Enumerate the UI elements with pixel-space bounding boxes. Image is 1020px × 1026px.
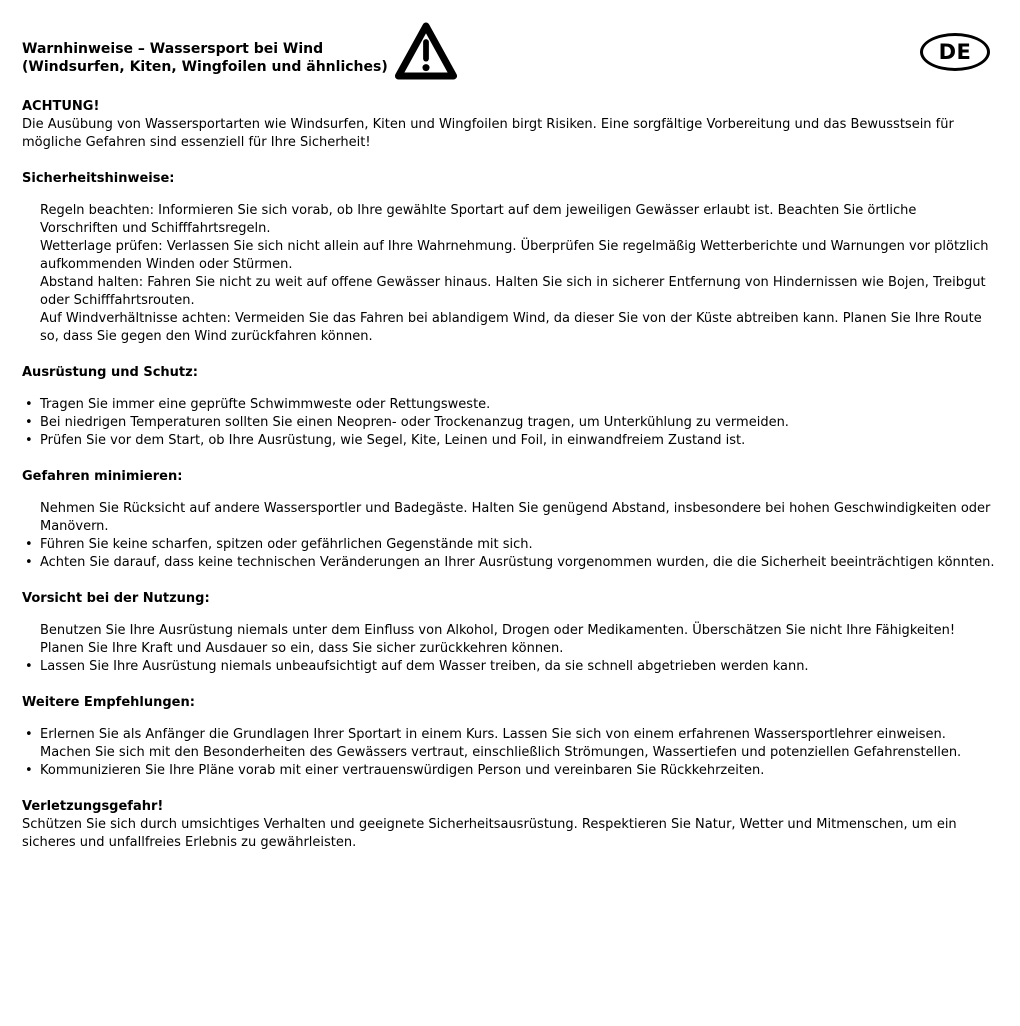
section-heading: Weitere Empfehlungen:	[22, 695, 195, 710]
section-heading: Sicherheitshinweise:	[22, 171, 175, 186]
section-verletzungsgefahr	[22, 798, 1000, 852]
language-badge	[920, 33, 990, 71]
list-item: Auf Windverhältnisse achten: Vermeiden Sie das Fahren bei ablandigem Wind, da dieser Sie von der Küste abtreiben kann. Planen Sie Ihre Route so, dass Sie gegen den Wind zurückfahren können.	[40, 311, 982, 344]
list-item: • Bei niedrigen Temperaturen sollten Sie einen Neopren- oder Trockenanzug tragen, um Unterkühlung zu vermeiden.	[22, 414, 998, 432]
language-badge-label: DE	[938, 40, 972, 64]
list-item: • Lassen Sie Ihre Ausrüstung niemals unbeaufsichtigt auf dem Wasser treiben, da sie schnell abgetrieben werden kann.	[22, 658, 998, 676]
page-title-line2: (Windsurfen, Kiten, Wingfoilen und ähnliches)	[22, 59, 388, 75]
page-title	[22, 40, 388, 76]
list-item: • Tragen Sie immer eine geprüfte Schwimmweste oder Rettungsweste.	[22, 396, 998, 414]
section-heading: Vorsicht bei der Nutzung:	[22, 591, 210, 606]
section-heading: ACHTUNG!	[22, 99, 100, 114]
list-item: Abstand halten: Fahren Sie nicht zu weit auf offene Gewässer hinaus. Halten Sie sich in sicherer Entfernung von Hindernissen wie Bojen, Treibgut oder Schifffahrtsrouten.	[40, 275, 986, 308]
list-item: • Erlernen Sie als Anfänger die Grundlagen Ihrer Sportart in einem Kurs. Lassen Sie sich von einem erfahrenen Wassersportlehrer einweisen.	[22, 726, 998, 744]
list-item: Machen Sie sich mit den Besonderheiten des Gewässers vertraut, einschließlich Strömungen, Wassertiefen und potenziellen Gefahrenstellen.	[40, 745, 962, 760]
paragraph: Schützen Sie sich durch umsichtiges Verhalten und geeignete Sicherheitsausrüstung. Respektieren Sie Natur, Wetter und Mitmenschen, um ein sicheres und unfallfreies Erlebnis zu gewährleisten.	[22, 817, 957, 850]
list-item: Regeln beachten: Informieren Sie sich vorab, ob Ihre gewählte Sportart auf dem jeweiligen Gewässer erlaubt ist. Beachten Sie örtliche Vorschriften und Schifffahrtsregeln.	[40, 203, 917, 236]
list-item: • Achten Sie darauf, dass keine technischen Veränderungen an Ihrer Ausrüstung vorgenommen wurden, die die Sicherheit beeinträchtigen könnten.	[22, 554, 998, 572]
section-achtung	[22, 98, 1000, 152]
section-heading: Gefahren minimieren:	[22, 469, 183, 484]
section-heading: Ausrüstung und Schutz:	[22, 365, 198, 380]
list-item: • Prüfen Sie vor dem Start, ob Ihre Ausrüstung, wie Segel, Kite, Leinen und Foil, in einwandfreiem Zustand ist.	[22, 432, 998, 450]
list-item: • Kommunizieren Sie Ihre Pläne vorab mit einer vertrauenswürdigen Person und vereinbaren Sie Rückkehrzeiten.	[22, 762, 998, 780]
section-weitere-empfehlungen	[22, 694, 1000, 780]
warning-triangle-icon	[394, 20, 458, 82]
section-heading: Verletzungsgefahr!	[22, 799, 164, 814]
document-header	[22, 18, 1000, 82]
list-item: Nehmen Sie Rücksicht auf andere Wassersportler und Badegäste. Halten Sie genügend Abstand, insbesondere bei hohen Geschwindigkeiten oder Manövern.	[40, 501, 991, 534]
section-vorsicht-bei-der-nutzung	[22, 590, 1000, 676]
page-title-line1: Warnhinweise – Wassersport bei Wind	[22, 41, 324, 57]
section-gefahren-minimieren	[22, 468, 1000, 572]
list-item: • Führen Sie keine scharfen, spitzen oder gefährlichen Gegenstände mit sich.	[22, 536, 998, 554]
paragraph: Die Ausübung von Wassersportarten wie Windsurfen, Kiten und Wingfoilen birgt Risiken. Eine sorgfältige Vorbereitung und das Bewusstsein für mögliche Gefahren sind essenziell für Ihre Sicherheit!	[22, 117, 954, 150]
list-item: Benutzen Sie Ihre Ausrüstung niemals unter dem Einfluss von Alkohol, Drogen oder Medikamenten. Überschätzen Sie nicht Ihre Fähigkeiten! Planen Sie Ihre Kraft und Ausdauer so ein, dass Sie sicher zurückkehren können.	[40, 623, 956, 656]
section-ausruestung-und-schutz	[22, 364, 1000, 450]
list-item: Wetterlage prüfen: Verlassen Sie sich nicht allein auf Ihre Wahrnehmung. Überprüfen Sie regelmäßig Wetterberichte und Warnungen vor plötzlich aufkommenden Winden oder Stürmen.	[40, 239, 989, 272]
section-sicherheitshinweise	[22, 170, 1000, 346]
